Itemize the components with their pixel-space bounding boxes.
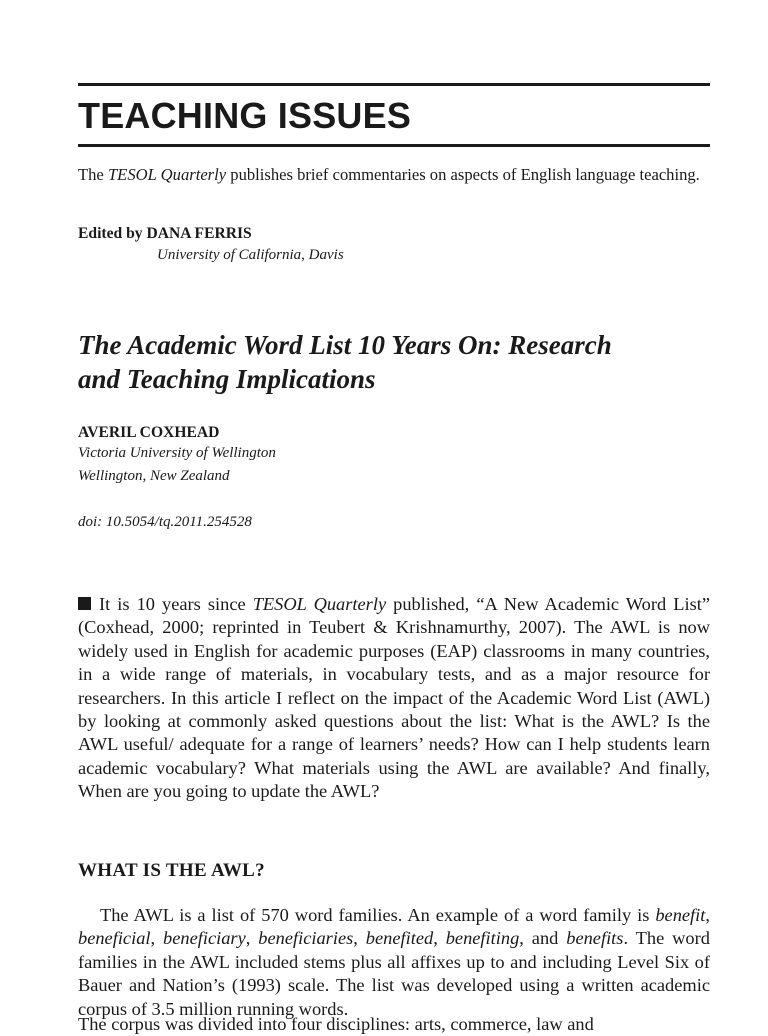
section-header: TEACHING ISSUES xyxy=(78,95,412,136)
p2-word-7: benefits xyxy=(566,928,624,949)
p2-word-6: benefiting xyxy=(445,928,520,949)
article-title xyxy=(78,328,710,396)
intro-text-pre: The xyxy=(78,165,108,184)
cut-off-text: The corpus was divided into four disciplines: arts, commerce, law and xyxy=(78,1014,594,1034)
paragraph-square-marker xyxy=(78,597,91,610)
header-top-rule xyxy=(78,83,710,86)
author-affiliation-line-1: Victoria University of Wellington xyxy=(78,445,276,461)
p2-separator: , xyxy=(245,928,259,949)
p2-word-2: beneficial xyxy=(78,928,151,949)
article-title-line-2: and Teaching Implications xyxy=(78,364,376,394)
p2-separator: , xyxy=(433,928,446,949)
intro-text-post: publishes brief commentaries on aspects of English language teaching. xyxy=(226,165,700,184)
body-paragraph-2 xyxy=(78,904,710,1021)
editor-line: Edited by DANA FERRIS xyxy=(78,225,252,242)
p2-and: , and xyxy=(519,928,567,949)
p2-separator: , xyxy=(705,905,710,925)
p2-word-3: beneficiary xyxy=(163,928,246,949)
p2-text-pre: The AWL is a list of 570 word families. An example of a word family is xyxy=(100,905,656,925)
p2-word-5: benefited xyxy=(365,928,434,949)
p2-text-post: The word families in the AWL included stems plus all affixes up to and including Level Six of Bauer and Nation’s (1993) scale. The list was developed using a written academic corpus of 3.5 million running words. xyxy=(78,928,710,1019)
p2-word-4: beneficiaries xyxy=(258,928,354,949)
body-paragraph-1 xyxy=(78,593,710,804)
editor-affiliation: University of California, Davis xyxy=(157,247,344,263)
p2-separator: , xyxy=(353,928,366,949)
doi: doi: 10.5054/tq.2011.254528 xyxy=(78,514,252,530)
article-title-line-1: The Academic Word List 10 Years On: Research xyxy=(78,330,612,360)
author-affiliation-line-2: Wellington, New Zealand xyxy=(78,468,230,484)
author-name: AVERIL COXHEAD xyxy=(78,424,220,441)
p2-word-1: benefit xyxy=(655,905,706,925)
header-bottom-rule xyxy=(78,144,710,147)
cut-off-line xyxy=(78,1014,710,1034)
p2-separator: , xyxy=(150,928,164,949)
p1-journal-name: TESOL Quarterly xyxy=(252,594,387,614)
intro-journal-name: TESOL Quarterly xyxy=(107,165,227,184)
p1-text-post: published, “A New Academic Word List” (Coxhead, 2000; reprinted in Teubert & Krishnamurthy, 2007). The AWL is now widely used in English for academic purposes (EAP) classrooms in many countries, in a wide range of materials, in vocabulary tests, and as a major resource for researchers. In this article I reflect on the impact of the Academic Word List (AWL) by looking at commonly asked questions about the list: What is the AWL? Is the AWL useful/ adequate for a range of learners’ needs? How can I help students learn academic vocabulary? What materials using the AWL are available? And finally, When are you going to update the AWL? xyxy=(78,594,711,802)
section-heading-what-is-awl: WHAT IS THE AWL? xyxy=(78,860,265,881)
p1-text-pre: It is 10 years since xyxy=(99,594,253,614)
intro-paragraph xyxy=(78,164,710,185)
p2-end: . xyxy=(623,928,629,949)
